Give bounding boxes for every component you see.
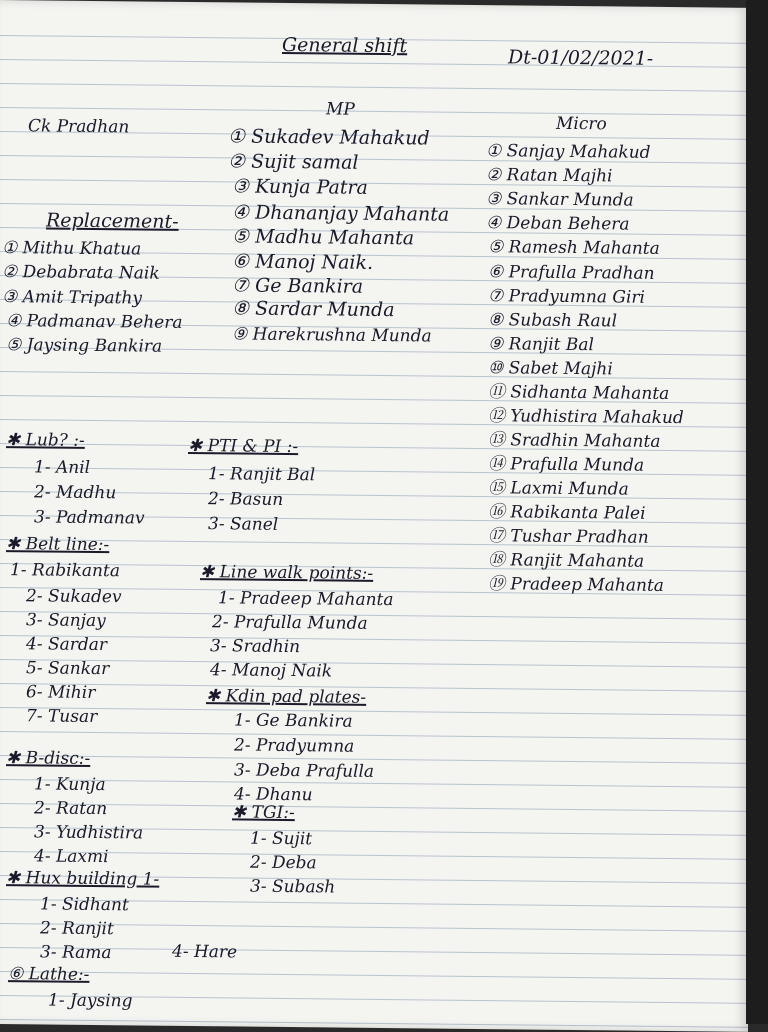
kdin-item: 3- Deba Prafulla <box>234 760 375 782</box>
mp-item: ④ Dhananjay Mahanta <box>232 201 450 226</box>
lathe-heading: ⑥ Lathe:- <box>8 964 90 985</box>
lub-heading: ✱ Lub? :- <box>6 430 85 451</box>
pti-item: 3- Sanel <box>208 514 279 535</box>
tgi-item: 3- Subash <box>250 876 336 898</box>
mp-heading: MP <box>326 99 355 120</box>
micro-item: ① Sanjay Mahakud <box>486 141 651 163</box>
replacement-item: ④ Padmanav Behera <box>6 311 183 333</box>
micro-item: ② Ratan Majhi <box>486 165 613 187</box>
belt-heading: ✱ Belt line:- <box>6 534 110 556</box>
lathe-item: 1- Jaysing <box>48 990 133 1012</box>
micro-item: ⑥ Prafulla Pradhan <box>488 262 655 284</box>
belt-item: 1- Rabikanta <box>10 560 120 582</box>
micro-item: ⑨ Ranjit Bal <box>488 334 594 356</box>
lub-item: 1- Anil <box>34 457 91 478</box>
lub-item: 2- Madhu <box>34 482 117 504</box>
belt-item: 6- Mihir <box>26 682 96 703</box>
micro-item: ⑮ Laxmi Munda <box>488 478 629 500</box>
hux-item: 1- Sidhant <box>40 894 129 916</box>
walk-item: 2- Prafulla Munda <box>212 612 368 634</box>
micro-heading: Micro <box>556 113 607 135</box>
micro-item: ⑤ Ramesh Mahanta <box>488 237 660 259</box>
micro-item: ⑬ Sradhin Mahanta <box>488 430 661 452</box>
walk-item: 1- Pradeep Mahanta <box>218 588 394 611</box>
notebook-edge <box>746 0 768 1024</box>
ck-heading: Ck Pradhan <box>28 116 130 138</box>
tgi-item: 2- Deba <box>250 852 317 874</box>
bdisc-heading: ✱ B-disc:- <box>6 748 91 769</box>
mp-item: ⑤ Madhu Mahanta <box>232 225 415 250</box>
belt-item: 5- Sankar <box>26 658 110 680</box>
hux-item: 4- Hare <box>172 941 238 963</box>
mp-item: ⑨ Harekrushna Munda <box>232 324 432 347</box>
mp-item: ③ Kunja Patra <box>232 175 368 199</box>
micro-item: ⑦ Pradyumna Giri <box>488 286 645 308</box>
tgi-item: 1- Sujit <box>250 828 313 850</box>
micro-item: ④ Deban Behera <box>486 213 630 235</box>
replacement-item: ③ Amit Tripathy <box>2 287 143 309</box>
micro-item: ⑰ Tushar Pradhan <box>488 526 649 548</box>
micro-item: ⑪ Sidhanta Mahanta <box>488 382 670 405</box>
belt-item: 3- Sanjay <box>26 610 106 632</box>
micro-item: ③ Sankar Munda <box>486 189 634 211</box>
kdin-item: 4- Dhanu <box>234 784 313 806</box>
micro-item: ⑲ Pradeep Mahanta <box>488 574 664 596</box>
pti-item: 1- Ranjit Bal <box>208 464 316 486</box>
mp-item: ① Sukadev Mahakud <box>228 125 430 150</box>
replacement-heading: Replacement- <box>46 209 179 233</box>
lub-item: 3- Padmanav <box>34 507 145 529</box>
micro-item: ⑭ Prafulla Munda <box>488 454 645 476</box>
kdin-item: 2- Pradyumna <box>234 735 355 757</box>
mp-item: ⑥ Manoj Naik. <box>232 250 374 274</box>
belt-item: 7- Tusar <box>26 706 98 728</box>
hux-heading: ✱ Hux building 1- <box>6 868 160 890</box>
micro-item: ⑩ Sabet Majhi <box>488 358 613 380</box>
walk-item: 3- Sradhin <box>210 636 301 658</box>
page-date: Dt-01/02/2021- <box>508 46 654 70</box>
hux-item: 3- Rama <box>40 942 112 964</box>
belt-item: 2- Sukadev <box>26 586 122 608</box>
bdisc-item: 2- Ratan <box>34 798 108 820</box>
kdin-item: 1- Ge Bankira <box>234 710 353 732</box>
pti-item: 2- Basun <box>208 489 284 510</box>
replacement-item: ② Debabrata Naik <box>2 262 160 284</box>
belt-item: 4- Sardar <box>26 634 108 656</box>
mp-item: ② Sujit samal <box>228 150 359 174</box>
micro-item: ⑯ Rabikanta Palei <box>488 502 646 524</box>
micro-item: ⑱ Ranjit Mahanta <box>488 550 645 572</box>
bdisc-item: 3- Yudhistira <box>34 822 144 844</box>
pti-heading: ✱ PTI & PI :- <box>188 435 299 458</box>
walk-heading: ✱ Line walk points:- <box>200 562 374 584</box>
micro-item: ⑫ Yudhistira Mahakud <box>488 406 684 429</box>
walk-item: 4- Manoj Naik <box>210 660 333 682</box>
bdisc-item: 1- Kunja <box>34 774 106 796</box>
micro-item: ⑧ Subash Raul <box>488 310 618 332</box>
mp-item: ⑧ Sardar Munda <box>232 297 395 322</box>
tgi-heading: ✱ TGI:- <box>232 802 295 824</box>
kdin-heading: ✱ Kdin pad plates- <box>206 686 367 708</box>
hux-item: 2- Ranjit <box>40 918 114 940</box>
replacement-item: ⑤ Jaysing Bankira <box>6 335 163 357</box>
bdisc-item: 4- Laxmi <box>34 846 109 868</box>
replacement-item: ① Mithu Khatua <box>2 238 142 260</box>
page-title: General shift <box>282 33 408 58</box>
mp-item: ⑦ Ge Bankira <box>232 274 364 298</box>
